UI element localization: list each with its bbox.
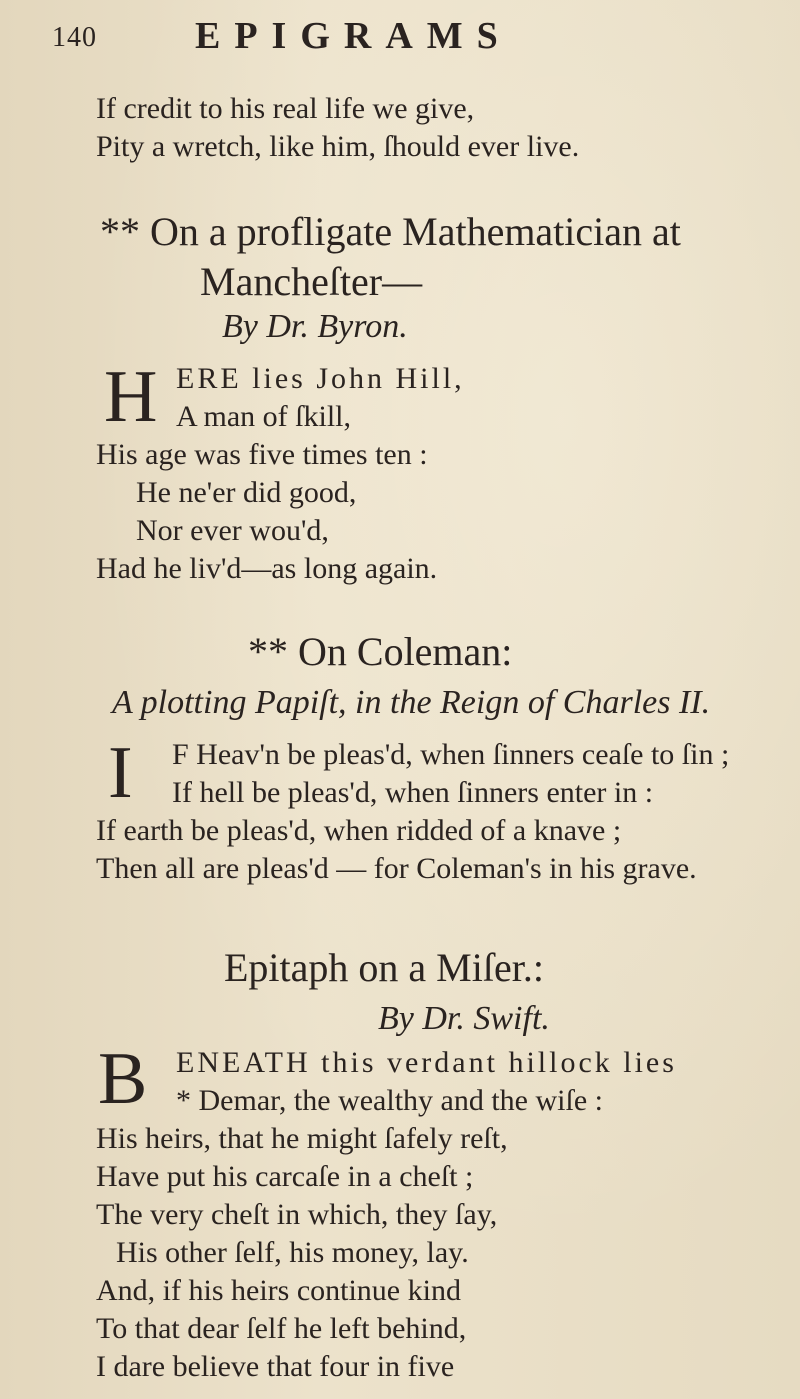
epigram-3-author: By Dr. Swift. (378, 1000, 550, 1037)
prev-verse-line-1: If credit to his real life we give, (96, 92, 475, 125)
epigram-1-line-5: Nor ever wou'd, (136, 514, 329, 547)
epigram-3-line-4: Have put his carcaſe in a cheſt ; (96, 1160, 474, 1193)
epigram-1-title-cont: Mancheſter— (200, 259, 423, 304)
page-number: 140 (52, 22, 97, 53)
prev-verse-line-2: Pity a wretch, like him, ſhould ever live. (96, 130, 580, 163)
epigram-3-line-1: ENEATH this verdant hillock lies (176, 1046, 677, 1079)
running-title: EPIGRAMS (195, 15, 512, 57)
epigram-2-title: ** On Coleman: (248, 629, 513, 674)
epigram-3-line-3: His heirs, that he might ſafely reſt, (96, 1122, 508, 1155)
epigram-3-line-8: To that dear ſelf he left behind, (96, 1312, 467, 1345)
epigram-3-dropcap: B (98, 1038, 148, 1120)
epigram-1-line-1: ERE lies John Hill, (176, 362, 465, 395)
epigram-3-line-7: And, if his heirs continue kind (96, 1274, 461, 1307)
epigram-3-line-6: His other ſelf, his money, lay. (116, 1236, 469, 1269)
epigram-2-subtitle: A plotting Papiſt, in the Reign of Charles II. (112, 684, 711, 721)
epigram-1-line-6: Had he liv'd—as long again. (96, 552, 438, 585)
epigram-1-author: By Dr. Byron. (222, 308, 408, 345)
epigram-1-line-2: A man of ſkill, (176, 400, 351, 433)
epigram-3-title: Epitaph on a Miſer.: (224, 945, 544, 990)
epigram-1-line-3: His age was five times ten : (96, 438, 428, 471)
epigram-1-line-4: He ne'er did good, (136, 476, 357, 509)
epigram-3-line-9: I dare believe that four in five (96, 1350, 455, 1383)
epigram-1-dropcap: H (104, 356, 158, 438)
epigram-3-line-5: The very cheſt in which, they ſay, (96, 1198, 498, 1231)
epigram-3-line-2: * Demar, the wealthy and the wiſe : (176, 1084, 603, 1117)
epigram-2-dropcap: I (108, 732, 133, 814)
epigram-2-line-1: F Heav'n be pleas'd, when ſinners ceaſe to ſin ; (172, 738, 730, 771)
epigram-2-line-4: Then all are pleas'd — for Coleman's in his grave. (96, 852, 697, 885)
epigram-2-line-3: If earth be pleas'd, when ridded of a knave ; (96, 814, 622, 847)
epigram-2-line-2: If hell be pleas'd, when ſinners enter in : (172, 776, 654, 809)
epigram-1-title: ** On a profligate Mathematician at (100, 209, 681, 254)
